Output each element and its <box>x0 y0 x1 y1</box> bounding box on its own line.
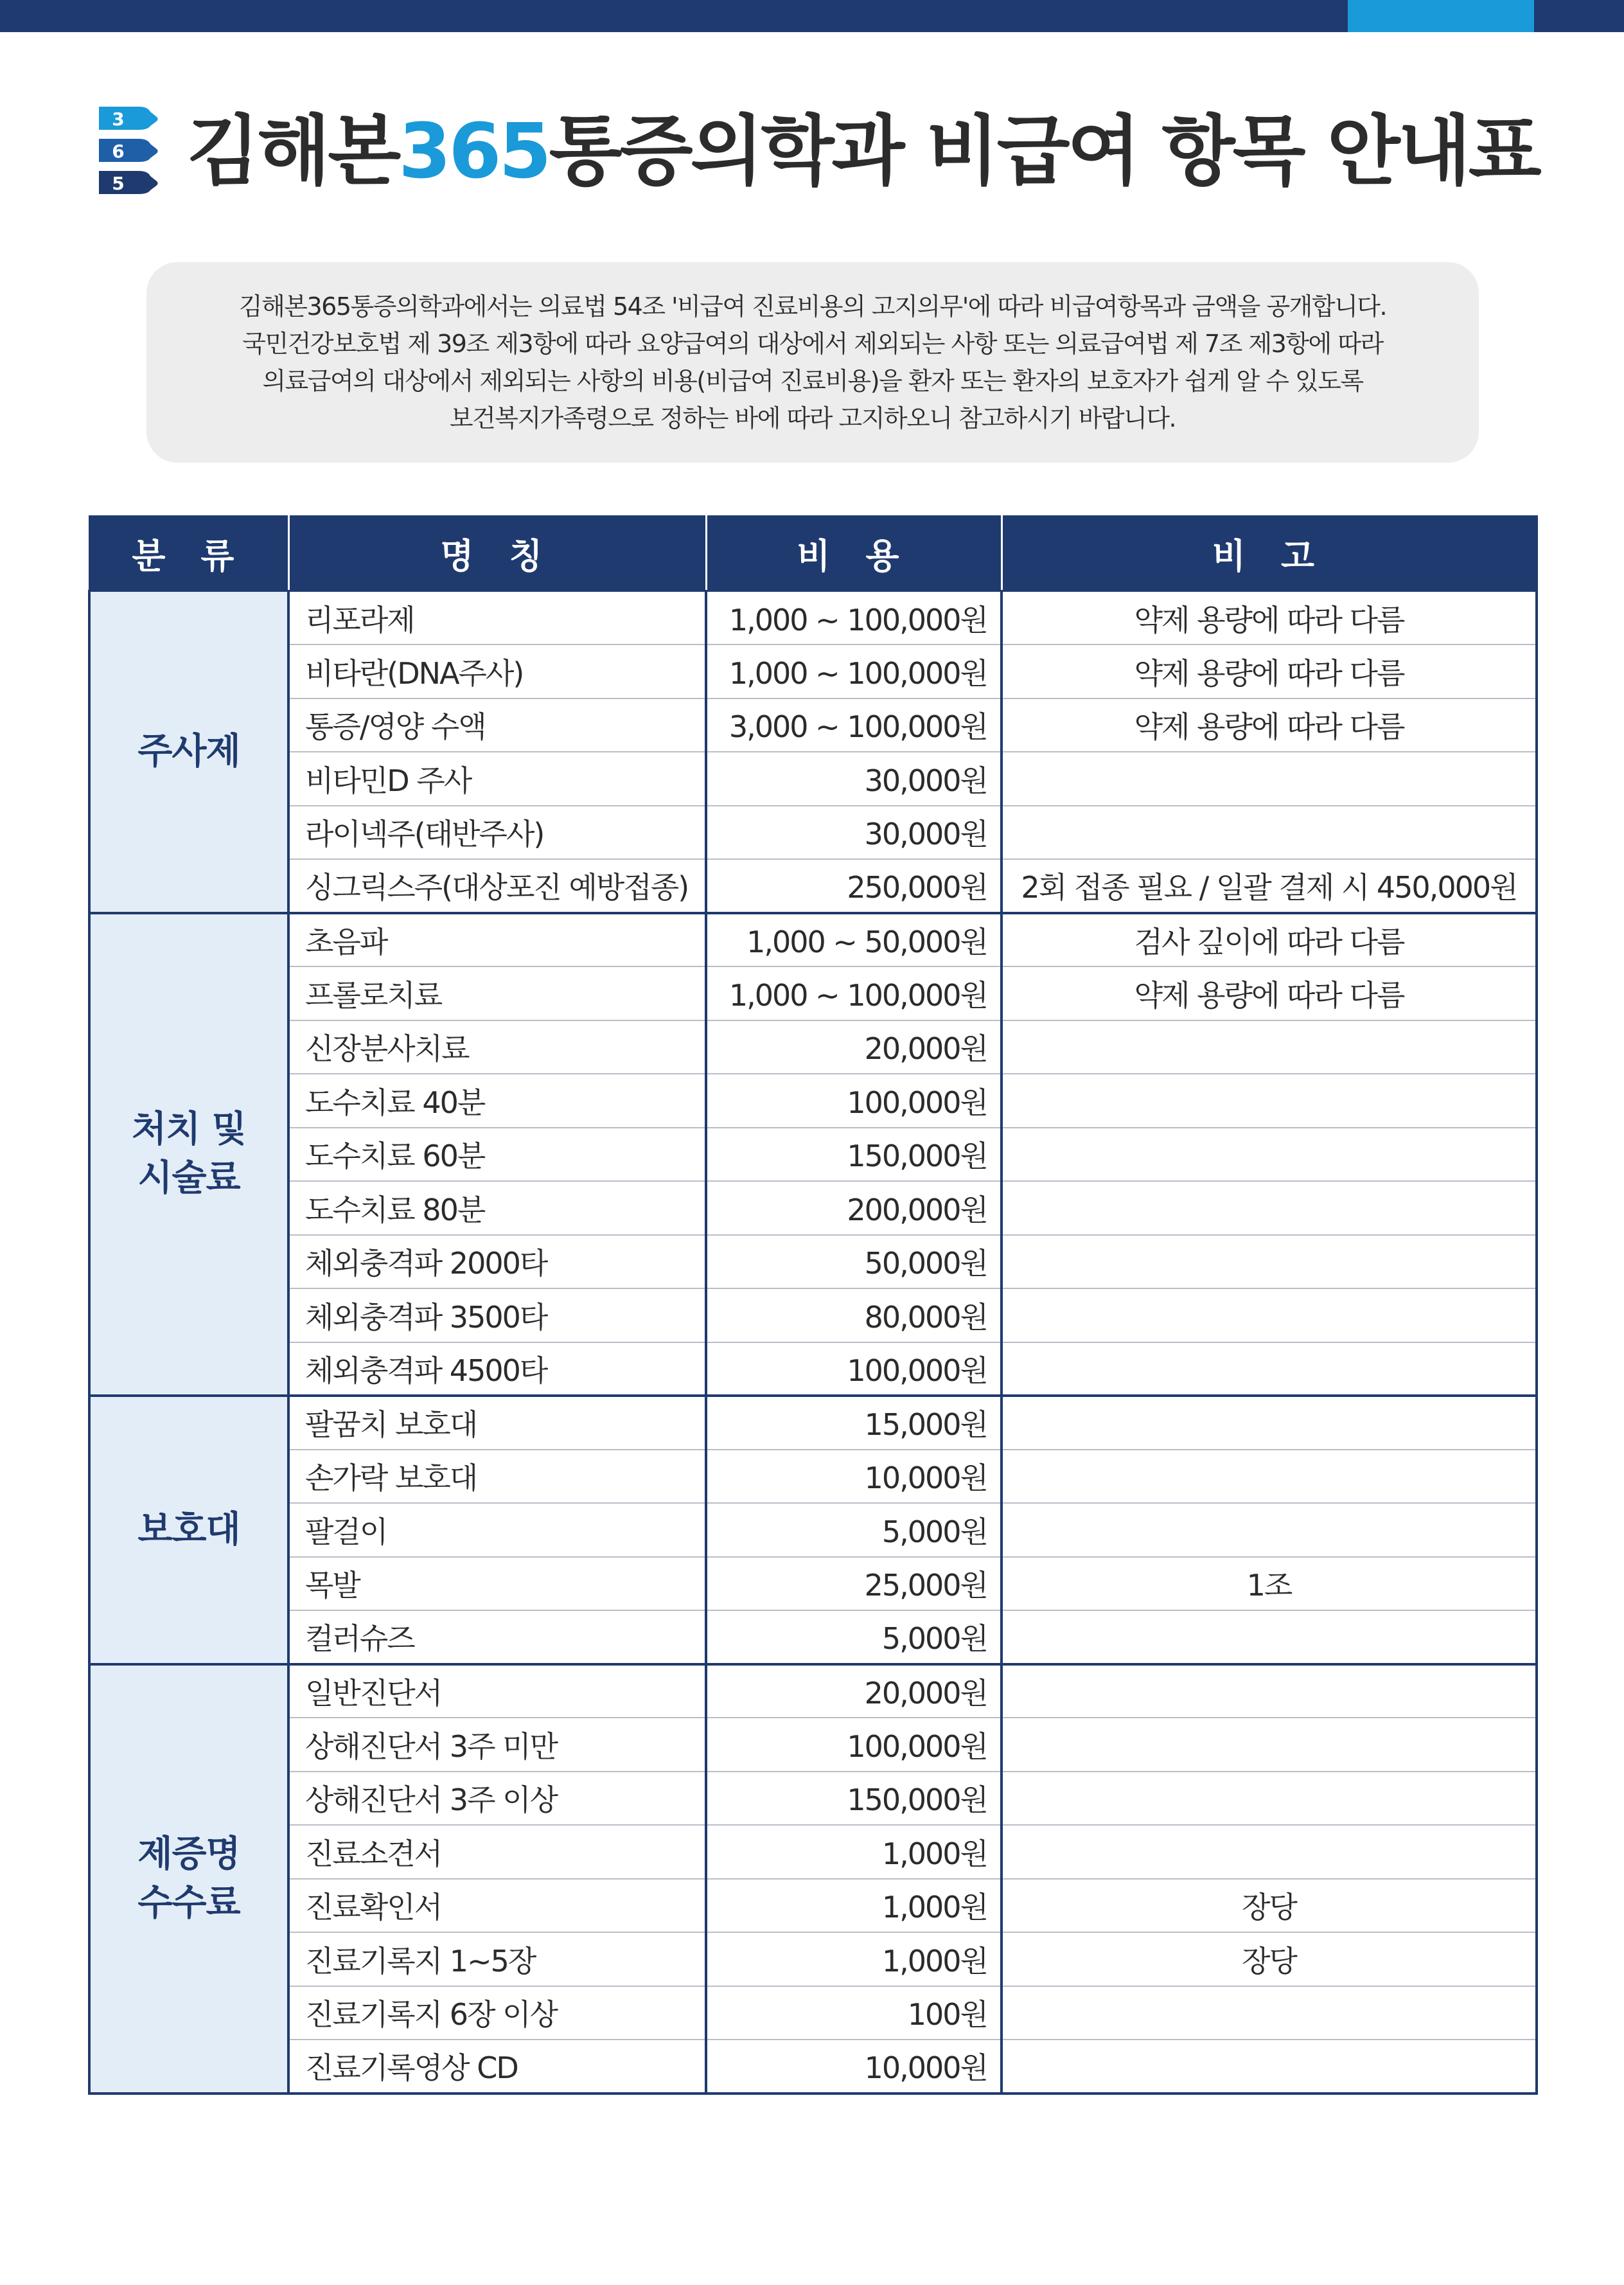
cost-cell: 200,000원 <box>706 1181 1002 1235</box>
table-row <box>89 1074 1537 1128</box>
header-name: 명 칭 <box>288 517 706 591</box>
note-cell <box>1002 752 1537 806</box>
table-row <box>89 591 1537 645</box>
note-cell: 1조 <box>1002 1557 1537 1611</box>
name-cell: 통증/영양 수액 <box>288 698 706 752</box>
cost-cell: 30,000원 <box>706 752 1002 806</box>
table-row <box>89 1503 1537 1557</box>
cost-cell: 5,000원 <box>706 1610 1002 1664</box>
cost-cell: 150,000원 <box>706 1772 1002 1826</box>
name-cell: 손가락 보호대 <box>288 1450 706 1504</box>
note-cell <box>1002 806 1537 860</box>
name-cell: 싱그릭스주(대상포진 예방접종) <box>288 859 706 913</box>
table-row <box>89 966 1537 1020</box>
title-part-1: 김해본 <box>186 107 399 195</box>
table-row <box>89 1664 1537 1718</box>
name-cell: 체외충격파 3500타 <box>288 1288 706 1342</box>
cost-cell: 20,000원 <box>706 1020 1002 1074</box>
name-cell: 도수치료 80분 <box>288 1181 706 1235</box>
title-row <box>103 96 1539 206</box>
note-cell <box>1002 1020 1537 1074</box>
table-row <box>89 1342 1537 1396</box>
logo-digit-1: 3 <box>112 109 125 130</box>
table-row <box>89 1879 1537 1933</box>
cost-cell: 100원 <box>706 1986 1002 2040</box>
category-cell: 처치 및 시술료 <box>89 913 288 1396</box>
notice-line-3: 의료급여의 대상에서 제외되는 사항의 비용(비급여 진료비용)을 환자 또는 환자의 보호자가 쉽게 알 수 있도록 <box>262 367 1363 395</box>
table-row <box>89 1450 1537 1504</box>
name-cell: 컬러슈즈 <box>288 1610 706 1664</box>
name-cell: 팔꿈치 보호대 <box>288 1396 706 1450</box>
note-cell <box>1002 1610 1537 1664</box>
note-cell: 약제 용량에 따라 다름 <box>1002 698 1537 752</box>
name-cell: 진료확인서 <box>288 1879 706 1933</box>
cost-cell: 250,000원 <box>706 859 1002 913</box>
table-row <box>89 698 1537 752</box>
cost-cell: 10,000원 <box>706 1450 1002 1504</box>
notice-box <box>146 262 1479 463</box>
note-cell <box>1002 1181 1537 1235</box>
table-row <box>89 859 1537 913</box>
table-row <box>89 752 1537 806</box>
cost-cell: 20,000원 <box>706 1664 1002 1718</box>
cost-cell: 5,000원 <box>706 1503 1002 1557</box>
name-cell: 진료소견서 <box>288 1825 706 1879</box>
name-cell: 초음파 <box>288 913 706 967</box>
category-cell: 보호대 <box>89 1396 288 1664</box>
title-accent: 365 <box>398 107 549 195</box>
cost-cell: 100,000원 <box>706 1074 1002 1128</box>
table-row <box>89 1932 1537 1986</box>
table-row <box>89 1557 1537 1611</box>
name-cell: 프롤로치료 <box>288 966 706 1020</box>
cost-cell: 1,000 ~ 100,000원 <box>706 966 1002 1020</box>
notice-line-1: 김해본365통증의학과에서는 의료법 54조 '비급여 진료비용의 고지의무'에 따라 비급여항목과 금액을 공개합니다. <box>238 292 1387 321</box>
cost-cell: 150,000원 <box>706 1128 1002 1182</box>
note-cell <box>1002 1718 1537 1772</box>
table-row <box>89 1718 1537 1772</box>
cost-cell: 1,000원 <box>706 1932 1002 1986</box>
table-row <box>89 806 1537 860</box>
category-cell: 주사제 <box>89 591 288 913</box>
table-row <box>89 1825 1537 1879</box>
note-cell <box>1002 1825 1537 1879</box>
cost-cell: 100,000원 <box>706 1342 1002 1396</box>
cost-cell: 25,000원 <box>706 1557 1002 1611</box>
name-cell: 체외충격파 2000타 <box>288 1235 706 1289</box>
note-cell <box>1002 2040 1537 2094</box>
name-cell: 팔걸이 <box>288 1503 706 1557</box>
table-row <box>89 913 1537 967</box>
table-row <box>89 1288 1537 1342</box>
name-cell: 리포라제 <box>288 591 706 645</box>
note-cell <box>1002 1772 1537 1826</box>
cost-cell: 3,000 ~ 100,000원 <box>706 698 1002 752</box>
name-cell: 비타민D 주사 <box>288 752 706 806</box>
note-cell <box>1002 1664 1537 1718</box>
note-cell: 2회 접종 필요 / 일괄 결제 시 450,000원 <box>1002 859 1537 913</box>
note-cell <box>1002 1128 1537 1182</box>
name-cell: 목발 <box>288 1557 706 1611</box>
note-cell <box>1002 1986 1537 2040</box>
name-cell: 진료기록지 1~5장 <box>288 1932 706 1986</box>
cost-cell: 100,000원 <box>706 1718 1002 1772</box>
note-cell: 약제 용량에 따라 다름 <box>1002 966 1537 1020</box>
name-cell: 체외충격파 4500타 <box>288 1342 706 1396</box>
note-cell <box>1002 1074 1537 1128</box>
note-cell: 장당 <box>1002 1879 1537 1933</box>
category-cell: 제증명 수수료 <box>89 1664 288 2094</box>
header-category: 분 류 <box>89 517 288 591</box>
cost-cell: 80,000원 <box>706 1288 1002 1342</box>
name-cell: 비타란(DNA주사) <box>288 645 706 698</box>
table-row <box>89 2040 1537 2094</box>
fee-table-body <box>89 591 1537 2094</box>
cost-cell: 1,000 ~ 100,000원 <box>706 645 1002 698</box>
cost-cell: 1,000원 <box>706 1879 1002 1933</box>
spine-logo-icon <box>93 103 163 199</box>
name-cell: 진료기록영상 CD <box>288 2040 706 2094</box>
name-cell: 도수치료 40분 <box>288 1074 706 1128</box>
top-bar-accent <box>1348 0 1534 32</box>
note-cell: 장당 <box>1002 1932 1537 1986</box>
note-cell <box>1002 1450 1537 1504</box>
note-cell <box>1002 1503 1537 1557</box>
name-cell: 신장분사치료 <box>288 1020 706 1074</box>
table-header-row <box>89 517 1537 591</box>
cost-cell: 1,000 ~ 50,000원 <box>706 913 1002 967</box>
table-row <box>89 1181 1537 1235</box>
header-note: 비 고 <box>1002 517 1537 591</box>
notice-line-2: 국민건강보호법 제 39조 제3항에 따라 요양급여의 대상에서 제외되는 사항 또는 의료급여법 제 7조 제3항에 따라 <box>242 330 1383 358</box>
name-cell: 라이넥주(태반주사) <box>288 806 706 860</box>
table-row <box>89 1020 1537 1074</box>
cost-cell: 50,000원 <box>706 1235 1002 1289</box>
note-cell <box>1002 1235 1537 1289</box>
name-cell: 상해진단서 3주 이상 <box>288 1772 706 1826</box>
logo-digit-2: 6 <box>112 141 125 162</box>
logo-digit-3: 5 <box>112 173 125 194</box>
table-row <box>89 1986 1537 2040</box>
cost-cell: 1,000 ~ 100,000원 <box>706 591 1002 645</box>
table-row <box>89 1235 1537 1289</box>
page-title <box>186 107 1539 195</box>
name-cell: 상해진단서 3주 미만 <box>288 1718 706 1772</box>
table-row <box>89 1128 1537 1182</box>
table-row <box>89 1396 1537 1450</box>
cost-cell: 10,000원 <box>706 2040 1002 2094</box>
fee-table <box>88 515 1538 2095</box>
header-cost: 비 용 <box>706 517 1002 591</box>
note-cell: 검사 깊이에 따라 다름 <box>1002 913 1537 967</box>
table-row <box>89 1610 1537 1664</box>
note-cell <box>1002 1396 1537 1450</box>
cost-cell: 1,000원 <box>706 1825 1002 1879</box>
table-row <box>89 645 1537 698</box>
note-cell: 약제 용량에 따라 다름 <box>1002 591 1537 645</box>
cost-cell: 30,000원 <box>706 806 1002 860</box>
cost-cell: 15,000원 <box>706 1396 1002 1450</box>
note-cell <box>1002 1342 1537 1396</box>
note-cell: 약제 용량에 따라 다름 <box>1002 645 1537 698</box>
notice-line-4: 보건복지가족령으로 정하는 바에 따라 고지하오니 참고하시기 바랍니다. <box>449 404 1176 432</box>
table-row <box>89 1772 1537 1826</box>
name-cell: 일반진단서 <box>288 1664 706 1718</box>
name-cell: 도수치료 60분 <box>288 1128 706 1182</box>
title-part-2: 통증의학과 비급여 항목 안내표 <box>549 107 1539 195</box>
note-cell <box>1002 1288 1537 1342</box>
name-cell: 진료기록지 6장 이상 <box>288 1986 706 2040</box>
